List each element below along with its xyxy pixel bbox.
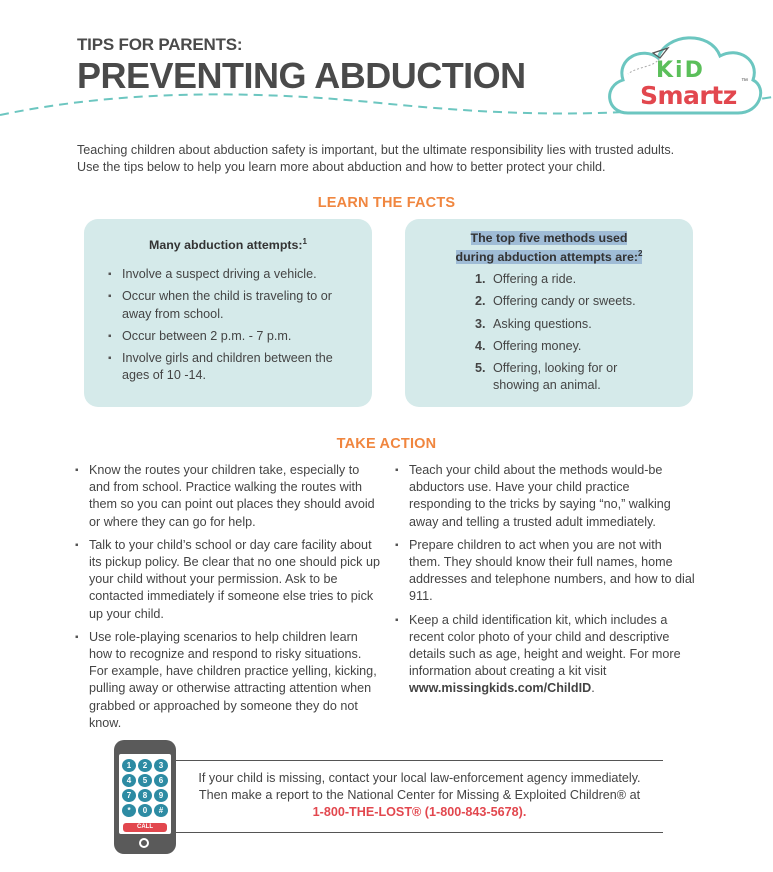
footer-line-2: Then make a report to the National Center for Missing & Exploited Children® at [198,788,641,802]
list-item: 2. Offering candy or sweets. [475,294,636,309]
keypad-key: 7 [122,789,136,802]
phone-keypad [122,759,168,817]
list-item: ▪ Prepare children to act when you are not with them. They should know their full names, home addresses and telephone numbers, and how to dial 911. [395,537,695,606]
take-action-left-list [75,462,380,732]
keypad-key: 0 [138,804,152,817]
keypad-key: 3 [154,759,168,772]
hotline-number[interactable]: 1-800-THE-LOST® (1-800-843-5678) [312,805,523,819]
footer-rule-bottom [176,832,663,833]
keypad-key: 5 [138,774,152,787]
list-item: ▪ Teach your child about the methods would-be abductors use. Have your child practice responding to the tricks by saying “no,” walking away and telling a trusted adult immediately. [395,462,695,531]
keypad-key: 9 [154,789,168,802]
footer-message [176,770,663,821]
list-item: ▪ Talk to your child’s school or day care facility about its pickup policy. Be clear that no one should pick up your child without your permission. Ask to be contacted immediately if someone else tries to pick up your child. [75,537,380,623]
list-item: 5. Offering, looking for or showing an animal. [475,360,618,393]
intro-paragraph [77,142,717,176]
home-button-icon [139,838,149,848]
facts-left-box [84,219,372,407]
list-item: 4. Offering money. [475,338,582,353]
take-action-heading: TAKE ACTION [336,436,437,452]
facts-left-list [108,266,346,384]
list-item: ▪ Involve girls and children between the ages of 10 -14. [108,350,346,384]
phone-screen [119,754,171,834]
intro-line-2: Use the tips below to help you learn more about abduction and how to better protect your child. [77,160,606,174]
facts-left-title: Many abduction attempts:$^1$ [149,237,307,253]
footer-rule-top [176,760,663,761]
facts-right-title: The top five methods used during abduction attempts are:$^2$ [455,231,643,265]
take-action-right-list [395,462,695,698]
keypad-key: 6 [154,774,168,787]
logo-kid-text: KiD [656,58,705,83]
keypad-key: 1 [122,759,136,772]
call-button: CALL [123,823,167,832]
list-item: ▪ Occur between 2 p.m. - 7 p.m. [108,328,346,345]
keypad-key: 4 [122,774,136,787]
list-item: 3. Asking questions. [475,316,592,331]
list-item: ▪ Know the routes your children take, especially to and from school. Practice walking the routes with them so you can point out places they should avoid or where they can go for help. [75,462,380,531]
intro-line-1: Teaching children about abduction safety is important, but the ultimate responsibility lies with trusted adults. [77,143,675,157]
list-item: 1. Offering a ride. [475,272,577,287]
list-item: ▪ Use role-playing scenarios to help children learn how to recognize and respond to risky situations. For example, have children practice yelling, kicking, pulling away or otherwise attracting attention when grabbed or approached by someone they do not know. [75,629,380,732]
learn-facts-heading: LEARN THE FACTS [317,195,456,211]
list-item: ▪ Keep a child identification kit, which includes a recent color photo of your child and descriptive details such as age, height and weight. For more information about creating a kit visit www.missingkids.com/ChildID. [395,612,695,698]
phone-icon [114,740,176,854]
list-item: ▪ Involve a suspect driving a vehicle. [108,266,346,283]
list-item: ▪ Occur when the child is traveling to or away from school. [108,288,346,322]
logo-trademark: ™ [741,78,748,85]
logo-smartz-text: Smartz [640,81,737,110]
facts-right-box [405,219,693,407]
page-kicker: TIPS FOR PARENTS: [77,35,243,54]
keypad-key: 8 [138,789,152,802]
page-title: PREVENTING ABDUCTION [77,55,526,96]
footer-line-3: 1-800-THE-LOST® (1-800-843-5678). [312,805,527,819]
footer-line-1: If your child is missing, contact your local law-enforcement agency immediately. [198,771,641,785]
keypad-key: # [154,804,168,817]
keypad-key: 2 [138,759,152,772]
keypad-key: * [122,804,136,817]
facts-right-list [475,271,653,394]
kidsmartz-logo [598,18,768,128]
childid-link[interactable]: www.missingkids.com/ChildID [409,681,592,696]
